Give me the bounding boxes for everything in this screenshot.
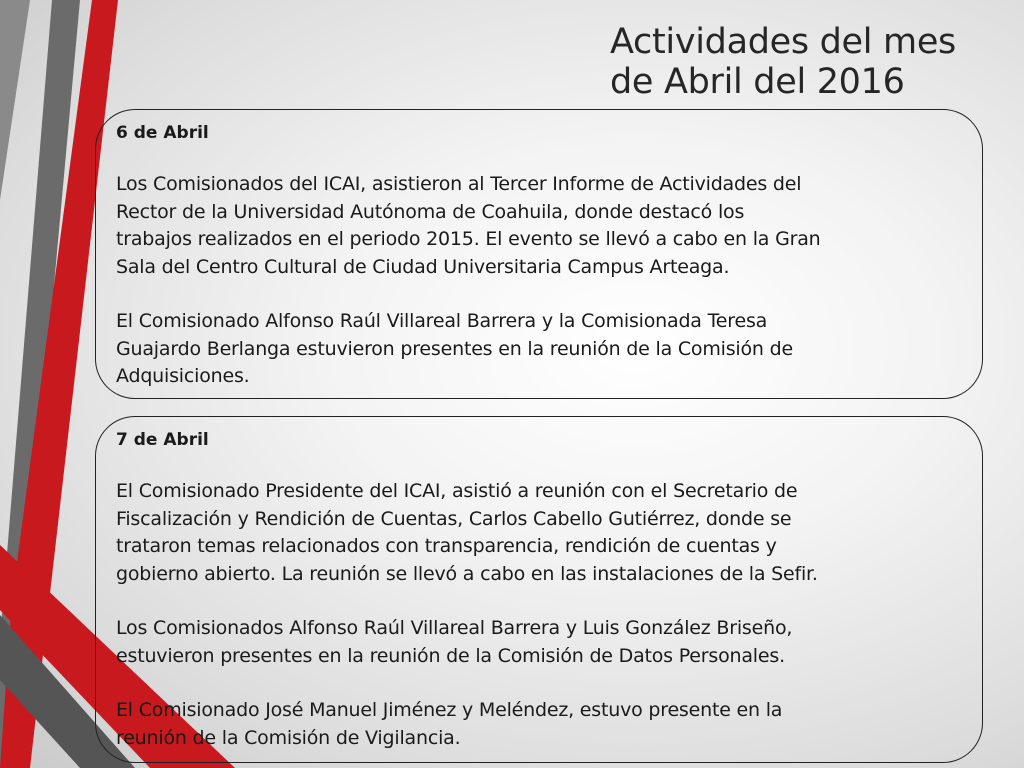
section-date: 6 de Abril [116,123,209,143]
paragraph-line: Los Comisionados del ICAI, asistieron al Tercer Informe de Actividades del [116,173,802,195]
slide-title [610,22,1010,102]
paragraph [116,697,962,752]
paragraph-line: Sala del Centro Cultural de Ciudad Universitaria Campus Arteaga. [116,255,730,278]
paragraph-line: Rector de la Universidad Autónoma de Coahuila, donde destacó los [116,200,745,223]
paragraph-line: Guajardo Berlanga estuvieron presentes en la reunión de la Comisión de [116,337,793,360]
paragraph-line: Adquisiciones. [116,365,250,387]
paragraph [116,615,962,670]
paragraph-line: Los Comisionados Alfonso Raúl Villareal Barrera y Luis González Briseño, [116,617,793,639]
title-line-1: Actividades del mes [610,22,956,62]
paragraph-line: trataron temas relacionados con transparencia, rendición de cuentas y [116,535,777,557]
title-line-2: de Abril del 2016 [610,62,905,102]
paragraph-line: El Comisionado José Manuel Jiménez y Meléndez, estuvo presente en la [116,699,783,721]
paragraph [116,308,962,391]
activity-box-7-abril [95,416,983,763]
paragraph-line: Fiscalización y Rendición de Cuentas, Carlos Cabello Gutiérrez, donde se [116,507,792,530]
paragraph-line: El Comisionado Alfonso Raúl Villareal Barrera y la Comisionada Teresa [116,310,768,332]
gray-stripe-outer [0,0,30,200]
paragraph [116,171,962,281]
paragraph [116,478,962,588]
paragraph-line: El Comisionado Presidente del ICAI, asistió a reunión con el Secretario de [116,480,798,502]
paragraph-line: reunión de la Comisión de Vigilancia. [116,726,461,749]
paragraph-line: trabajos realizados en el periodo 2015. El evento se llevó a cabo en la Gran [116,228,821,250]
paragraph-line: gobierno abierto. La reunión se llevó a cabo en las instalaciones de la Sefir. [116,562,818,585]
paragraph-line: estuvieron presentes en la reunión de la Comisión de Datos Personales. [116,644,785,667]
activity-box-6-abril [95,109,983,399]
section-date: 7 de Abril [116,430,209,450]
